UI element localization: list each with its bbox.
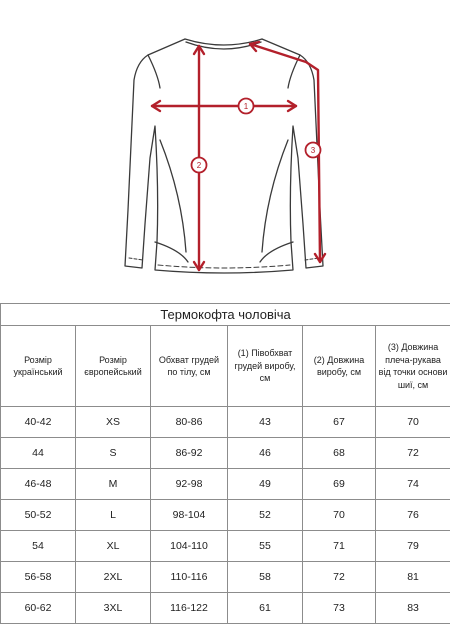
table-cell: 69: [303, 469, 376, 500]
table-cell: 70: [376, 407, 450, 438]
size-chart-table: [0, 303, 450, 624]
header-half-chest-width: (1) Півобхват грудей виробу, см: [228, 326, 303, 407]
table-cell: 49: [228, 469, 303, 500]
marker-2-label: 2: [197, 161, 202, 170]
table-row: [1, 531, 450, 562]
table-cell: 83: [376, 593, 450, 624]
table-cell: 72: [303, 562, 376, 593]
table-cell: 44: [1, 438, 76, 469]
table-cell: XS: [76, 407, 151, 438]
table-cell: 92-98: [151, 469, 228, 500]
garment-measurement-illustration: [0, 0, 450, 300]
header-body-chest-girth: Обхват грудей по тілу, см: [151, 326, 228, 407]
table-cell: 3XL: [76, 593, 151, 624]
garment-outline: [125, 39, 323, 273]
table-title: Термокофта чоловіча: [1, 304, 450, 326]
table-cell: 50-52: [1, 500, 76, 531]
table-cell: 71: [303, 531, 376, 562]
table-cell: 55: [228, 531, 303, 562]
table-cell: 46: [228, 438, 303, 469]
table-cell: L: [76, 500, 151, 531]
header-garment-length: (2) Довжина виробу, см: [303, 326, 376, 407]
table-cell: 58: [228, 562, 303, 593]
marker-1-label: 1: [244, 102, 249, 111]
table-row: [1, 469, 450, 500]
table-cell: 68: [303, 438, 376, 469]
table-title-row: [1, 304, 450, 326]
table-cell: 104-110: [151, 531, 228, 562]
table-cell: 72: [376, 438, 450, 469]
table-cell: 52: [228, 500, 303, 531]
table-cell: 81: [376, 562, 450, 593]
table-cell: 43: [228, 407, 303, 438]
table-cell: 110-116: [151, 562, 228, 593]
table-cell: 70: [303, 500, 376, 531]
table-cell: 2XL: [76, 562, 151, 593]
table-cell: XL: [76, 531, 151, 562]
table-cell: 56-58: [1, 562, 76, 593]
table-header-row: [1, 326, 450, 407]
table-cell: 67: [303, 407, 376, 438]
table-cell: 74: [376, 469, 450, 500]
table-cell: 40-42: [1, 407, 76, 438]
table-cell: 60-62: [1, 593, 76, 624]
header-ukrainian-size: Розмір український: [1, 326, 76, 407]
table-row: [1, 593, 450, 624]
table-cell: 76: [376, 500, 450, 531]
header-european-size: Розмір європейський: [76, 326, 151, 407]
table-cell: 79: [376, 531, 450, 562]
table-cell: 86-92: [151, 438, 228, 469]
table-cell: 116-122: [151, 593, 228, 624]
table-row: [1, 407, 450, 438]
long-sleeve-top-drawing: [0, 0, 450, 300]
table-row: [1, 500, 450, 531]
table-cell: 80-86: [151, 407, 228, 438]
table-cell: 46-48: [1, 469, 76, 500]
table-cell: 98-104: [151, 500, 228, 531]
table-cell: 54: [1, 531, 76, 562]
table-cell: S: [76, 438, 151, 469]
marker-3-label: 3: [311, 146, 316, 155]
table-row: [1, 438, 450, 469]
measurement-markers: [192, 99, 321, 173]
header-shoulder-sleeve-length: (3) Довжина плеча-рукава від точки основи шиї, см: [376, 326, 450, 407]
table-row: [1, 562, 450, 593]
table-cell: 73: [303, 593, 376, 624]
measurement-lines: [152, 42, 325, 270]
table-cell: 61: [228, 593, 303, 624]
table-cell: M: [76, 469, 151, 500]
